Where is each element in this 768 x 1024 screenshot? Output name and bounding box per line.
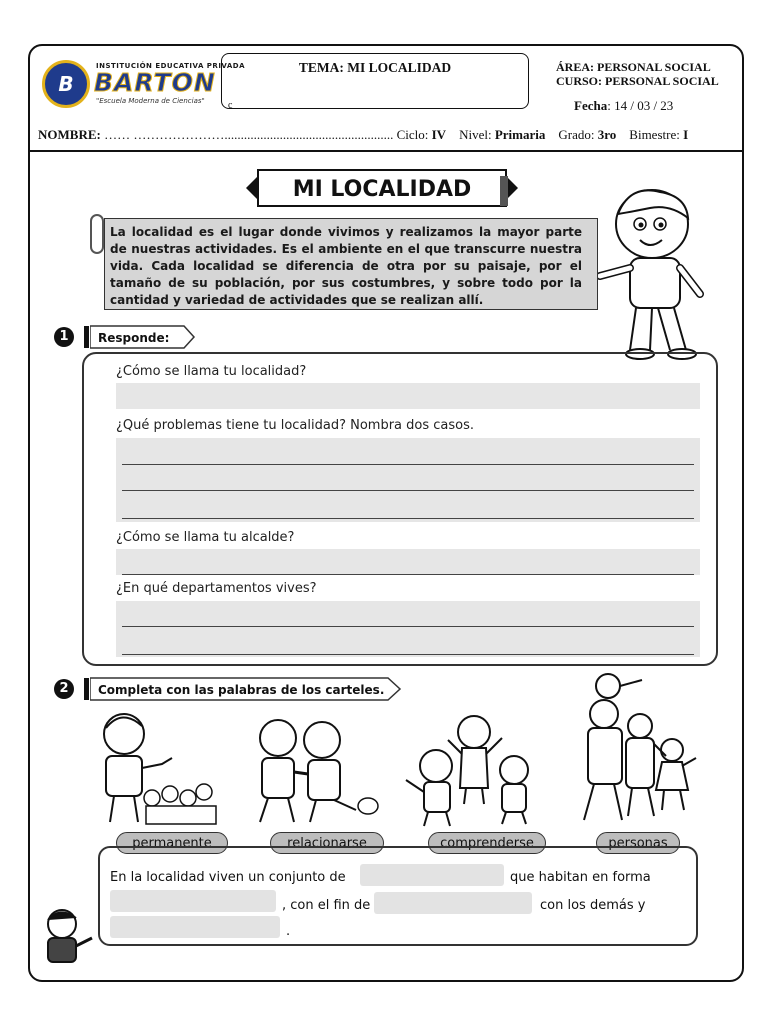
sentence-part-3: , con el fin de (282, 898, 371, 913)
section2-bar (84, 678, 89, 700)
logo-name: BARTON (94, 68, 216, 97)
boy-illustration (590, 184, 730, 364)
section1-tag (90, 325, 196, 349)
children-greeting-illustration (236, 710, 386, 830)
svg-text:Responde:: Responde: (98, 331, 170, 345)
blank-2[interactable] (110, 890, 276, 912)
title-banner (246, 168, 518, 208)
answer-4[interactable] (116, 601, 700, 657)
fecha: Fecha: 14 / 03 / 23 (574, 98, 674, 113)
sentence-part-5: . (286, 924, 291, 939)
family-illustration (564, 670, 704, 832)
student-info-row: NOMBRE: …… ………………….................................................... Ciclo: IV Nivel: Primaria Grado: 3ro Bimestre: I (38, 127, 689, 142)
blank-4[interactable] (110, 916, 280, 938)
section2-number: 2 (54, 679, 74, 699)
blank-3[interactable] (374, 892, 532, 914)
answer-1[interactable] (116, 383, 700, 409)
word-chip-permanente[interactable]: permanente (116, 832, 228, 854)
svg-text:Completa con las palabras de l: Completa con las palabras de los carteles. (98, 683, 385, 697)
answer-2-line-1 (122, 464, 694, 465)
sentence-part-1: En la localidad viven un conjunto de (110, 870, 346, 885)
intro-text: La localidad es el lugar donde vivimos y realizamos la mayor parte de nuestras actividades. Es el ambiente en el que transcurre nuestra vida. Cada localidad se diferencia de otra por su paisaje, por el tamaño de su población, por sus costumbres, y sobre todo por la cantidad y variedad de actividades que se realizan allí. (110, 225, 582, 307)
school-logo-seal: B (42, 60, 90, 108)
question-2: ¿Qué problemas tiene tu localidad? Nombra dos casos. (116, 418, 475, 433)
section1-number: 1 (54, 327, 74, 347)
word-chip-relacionarse[interactable]: relacionarse (270, 832, 384, 854)
blank-1[interactable] (360, 864, 504, 886)
question-1: ¿Cómo se llama tu localidad? (116, 364, 307, 379)
answer-2[interactable] (116, 438, 700, 522)
tema-mark: c (228, 100, 233, 111)
child-watering-flowers-illustration (92, 706, 222, 830)
title-text: MI LOCALIDAD (292, 177, 472, 202)
paperclip-icon (90, 214, 104, 254)
small-boy-illustration (38, 906, 98, 968)
area-label: ÁREA: PERSONAL SOCIAL (556, 60, 711, 74)
question-3: ¿Cómo se llama tu alcalde? (116, 530, 295, 545)
answer-2-line-3 (122, 518, 694, 519)
question-4: ¿En qué departamentos vives? (116, 581, 317, 596)
nombre-label: NOMBRE: (38, 127, 101, 142)
answer-2-line-2 (122, 490, 694, 491)
answer-4-line-2 (122, 654, 694, 655)
word-chip-personas[interactable]: personas (596, 832, 680, 854)
tema-title: TEMA: MI LOCALIDAD (298, 60, 452, 75)
curso-label: CURSO: PERSONAL SOCIAL (556, 74, 719, 88)
section1-bar (84, 326, 89, 348)
word-chip-comprenderse[interactable]: comprenderse (428, 832, 546, 854)
logo-top-text: INSTITUCIÓN EDUCATIVA PRIVADA (96, 62, 246, 70)
nombre-field[interactable]: …… ………………….................................................... (100, 127, 394, 142)
answer-3-line (122, 574, 694, 575)
sentence-part-4: con los demás y (540, 898, 646, 913)
section2-tag (90, 677, 402, 701)
header-divider (28, 150, 744, 152)
answer-3[interactable] (116, 549, 700, 575)
logo-slogan: "Escuela Moderna de Ciencias" (96, 97, 205, 105)
sentence-part-2: que habitan en forma (510, 870, 651, 885)
answer-4-line-1 (122, 626, 694, 627)
children-playing-illustration (398, 708, 544, 832)
